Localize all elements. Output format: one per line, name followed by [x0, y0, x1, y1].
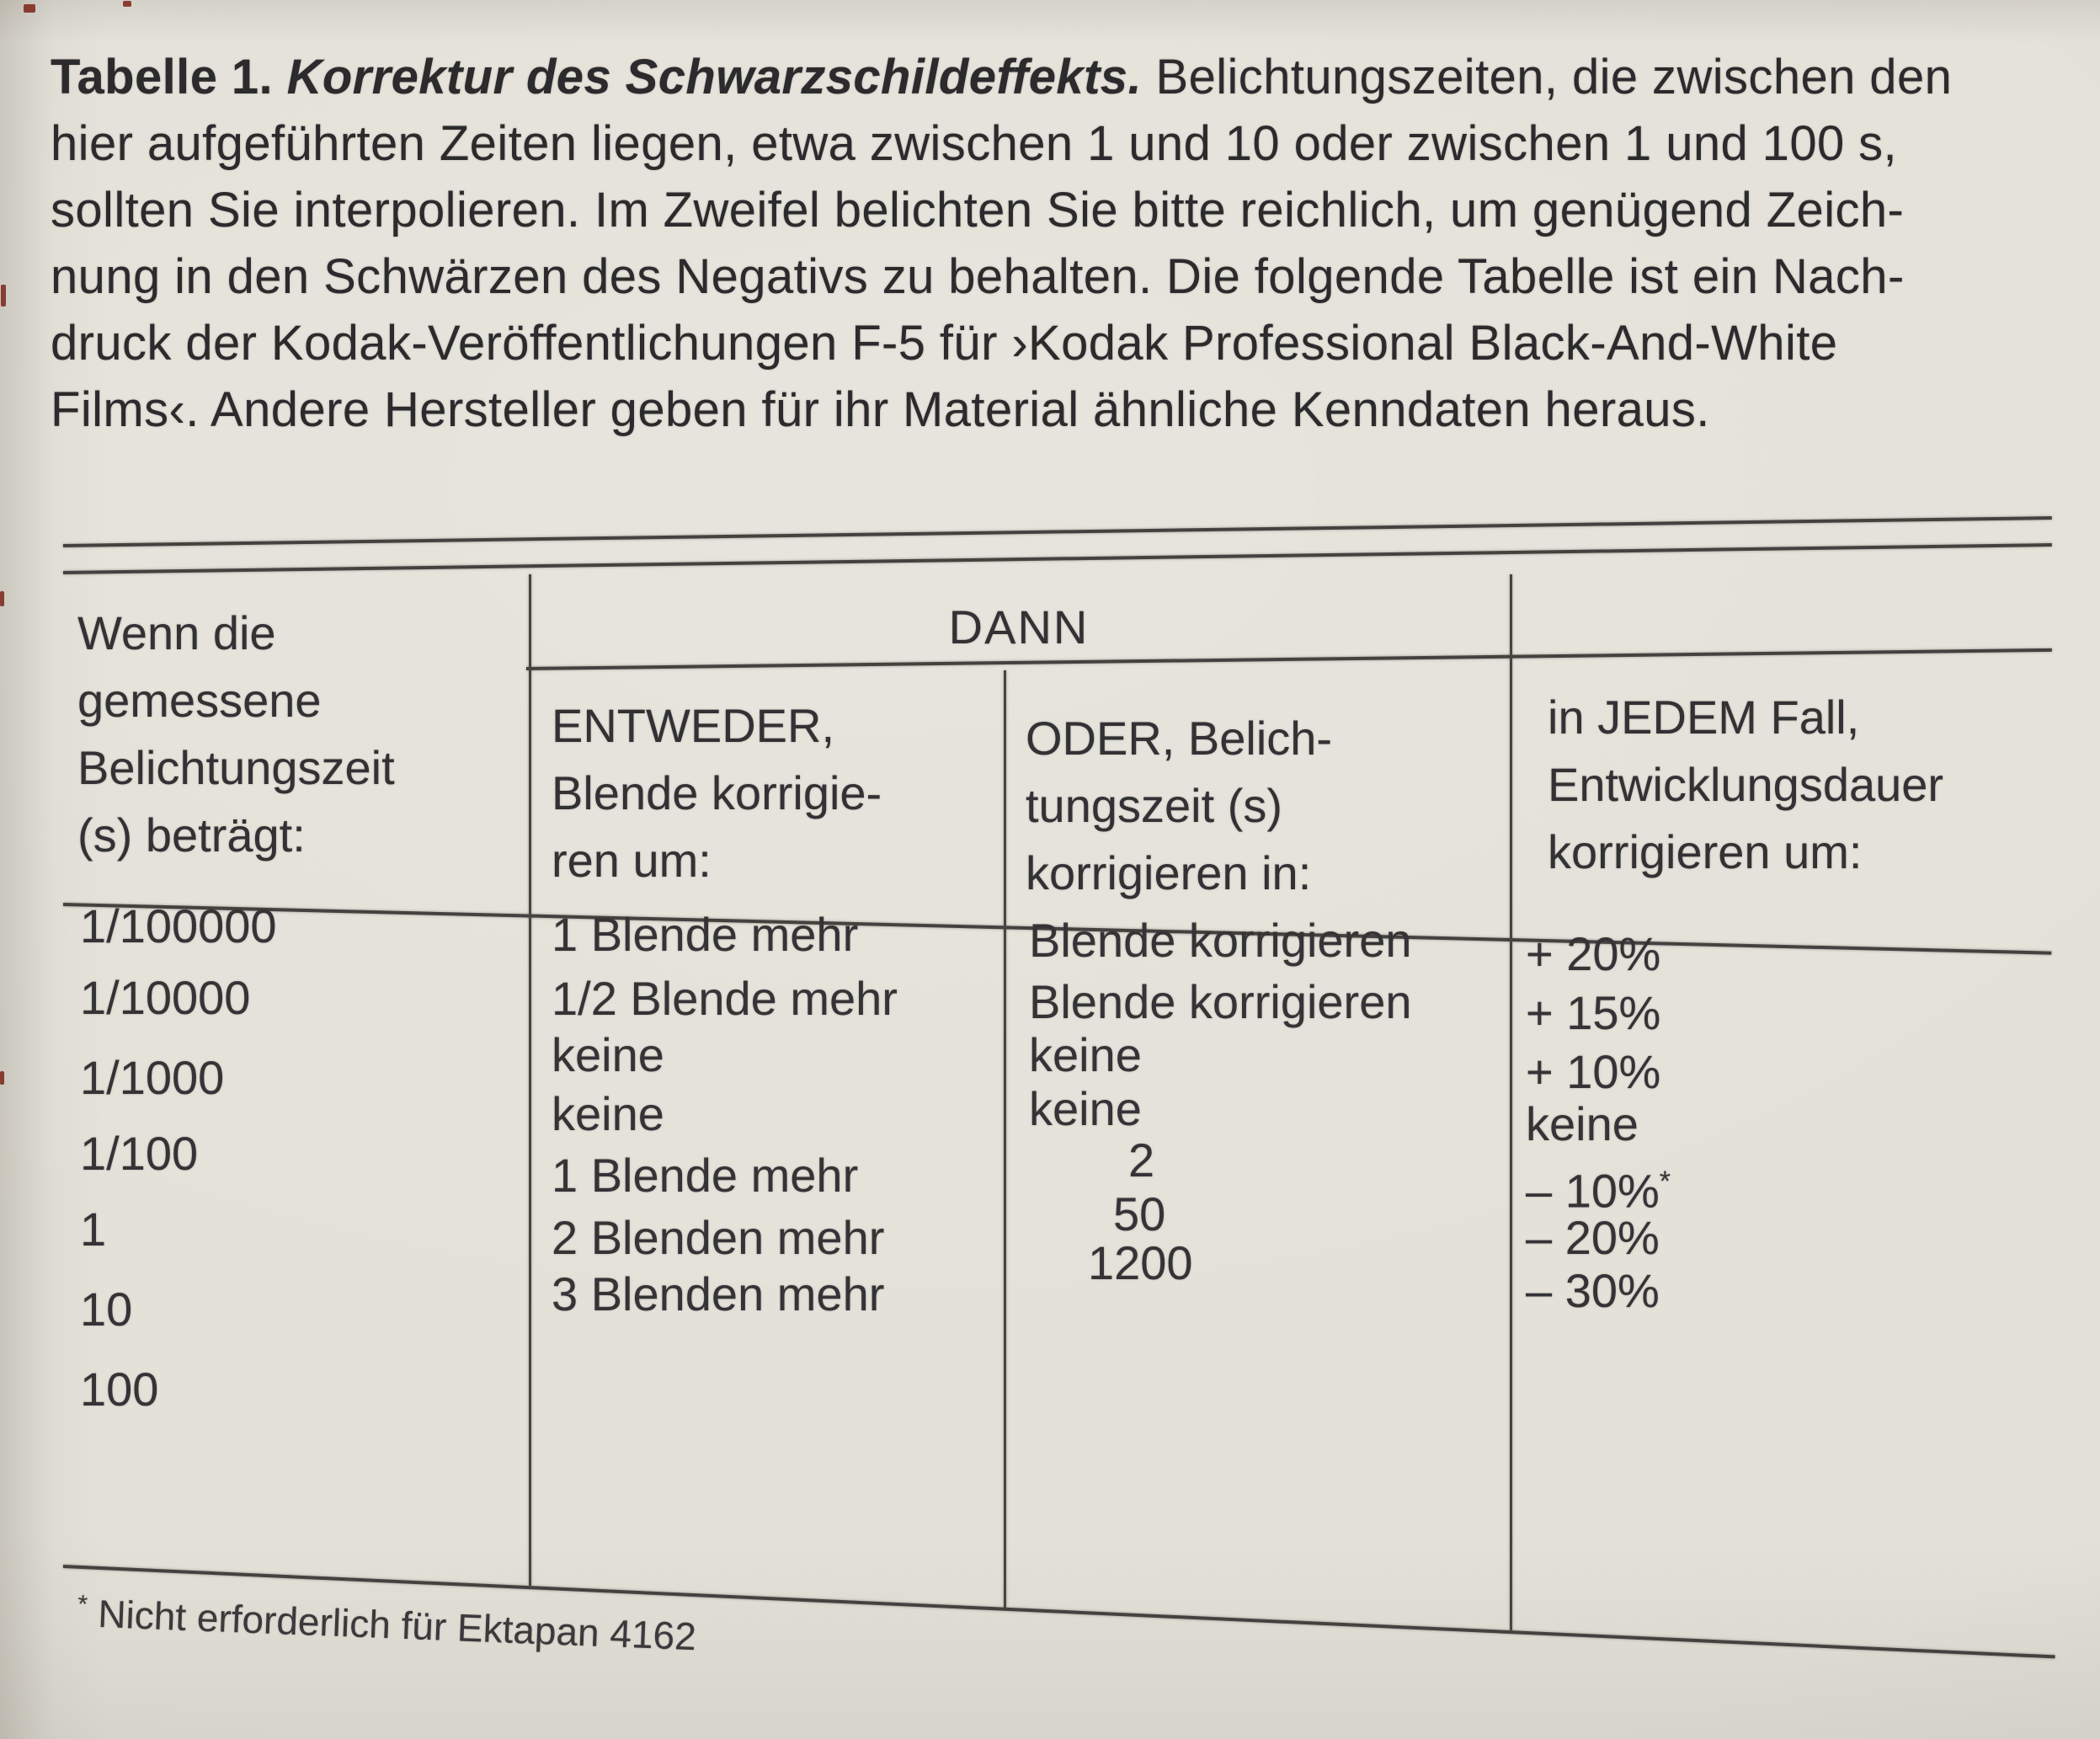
exposure-time-value: 1/1000 — [80, 1051, 225, 1104]
corrected-time-value: 2 — [1128, 1134, 1155, 1187]
aperture-correction-value: 1 Blende mehr — [552, 1149, 859, 1202]
aperture-correction-value: keine — [552, 1028, 664, 1081]
footnote-marker: * — [77, 1590, 88, 1619]
table-footnote — [77, 1590, 697, 1659]
aperture-correction-value: 1/2 Blende mehr — [552, 972, 898, 1025]
divider-col1-col2 — [529, 574, 531, 1586]
oder-header-line: korrigieren in: — [1026, 846, 1312, 899]
entweder-header — [552, 692, 882, 894]
aperture-correction-value: 3 Blenden mehr — [552, 1267, 885, 1320]
corrected-time-value: Blende korrigieren — [1029, 975, 1412, 1028]
page-edge-artifact — [24, 4, 35, 13]
col1-header-line: (s) beträgt: — [77, 808, 306, 861]
aperture-correction-value: 2 Blenden mehr — [552, 1211, 885, 1264]
corrected-time-value: 1200 — [1088, 1236, 1193, 1289]
intro-line-1-rest: Belichtungszeiten, die zwischen den — [1155, 50, 1953, 104]
exposure-time-value: 1/10000 — [80, 971, 251, 1024]
intro-line-1 — [51, 44, 2065, 110]
footnote-marker: * — [1659, 1166, 1671, 1198]
col1-header-line: gemessene — [77, 674, 322, 727]
divider-col2-col3 — [1004, 670, 1006, 1608]
development-correction-value: – 20% — [1526, 1211, 1660, 1264]
page-edge-artifact — [123, 1, 131, 7]
intro-paragraph — [51, 44, 2065, 443]
oder-header-line: ODER, Belich- — [1026, 712, 1333, 765]
table-top-rule-inner — [63, 543, 2052, 574]
jedem-fall-header-line: Entwicklungsdauer — [1548, 758, 1944, 811]
development-correction-value: + 20% — [1526, 927, 1661, 980]
exposure-time-value: 10 — [80, 1283, 133, 1336]
corrected-time-value: 50 — [1113, 1187, 1166, 1240]
corrected-time-value: keine — [1029, 1082, 1142, 1135]
intro-line-6: Films‹. Andere Hersteller geben für ihr Material ähnliche Kenndaten heraus. — [51, 382, 1710, 437]
aperture-correction-value: 1 Blende mehr — [552, 908, 859, 961]
col1-header — [77, 600, 395, 869]
intro-line-5: druck der Kodak-Veröffentlichungen F-5 für ›Kodak Professional Black-And-White — [51, 316, 1838, 371]
exposure-time-value: 100 — [80, 1363, 159, 1416]
footnote-text: Nicht erforderlich für Ektapan 4162 — [97, 1591, 697, 1659]
page-edge-artifact — [0, 591, 4, 606]
entweder-header-line: ENTWEDER, — [552, 699, 834, 752]
development-correction-text: – 10% — [1526, 1164, 1660, 1218]
development-correction-value: + 15% — [1526, 986, 1661, 1039]
development-correction-value: – 30% — [1526, 1264, 1660, 1317]
corrected-time-value: keine — [1029, 1028, 1142, 1081]
table-label: Tabelle 1. — [51, 50, 274, 104]
col1-header-line: Belichtungszeit — [77, 741, 395, 794]
dann-header: DANN — [948, 600, 1090, 653]
intro-line-2: hier aufgeführten Zeiten liegen, etwa zwischen 1 und 10 oder zwischen 1 und 100 s, — [51, 116, 1898, 171]
col1-header-line: Wenn die — [77, 606, 276, 659]
development-correction-value — [1526, 1154, 1671, 1219]
intro-line-4: nung in den Schwärzen des Negativs zu behalten. Die folgende Tabelle ist ein Nach- — [51, 249, 1905, 304]
corrected-time-value: Blende korrigieren — [1029, 914, 1412, 967]
oder-header-line: tungszeit (s) — [1026, 779, 1282, 832]
exposure-time-value: 1/100000 — [80, 899, 277, 952]
entweder-header-line: ren um: — [552, 834, 712, 887]
jedem-fall-header-line: korrigieren um: — [1548, 825, 1863, 878]
exposure-time-value: 1 — [80, 1203, 107, 1256]
development-correction-value: + 10% — [1526, 1045, 1661, 1098]
page-edge-artifact — [1, 285, 6, 307]
exposure-time-value: 1/100 — [80, 1127, 199, 1180]
aperture-correction-value: keine — [552, 1087, 664, 1140]
intro-line-3: sollten Sie interpolieren. Im Zweifel belichten Sie bitte reichlich, um genügend Zeich- — [51, 183, 1905, 237]
jedem-fall-header-line: in JEDEM Fall, — [1548, 691, 1860, 744]
oder-header — [1026, 705, 1332, 907]
divider-col3-col4 — [1510, 574, 1512, 1630]
table-top-rule-outer — [63, 516, 2052, 547]
jedem-fall-header — [1548, 684, 1943, 886]
table-title: Korrektur des Schwarzschildeffekts. — [286, 50, 1142, 104]
page-edge-artifact — [0, 1071, 4, 1085]
entweder-header-line: Blende korrigie- — [552, 766, 882, 819]
development-correction-value: keine — [1526, 1097, 1639, 1150]
